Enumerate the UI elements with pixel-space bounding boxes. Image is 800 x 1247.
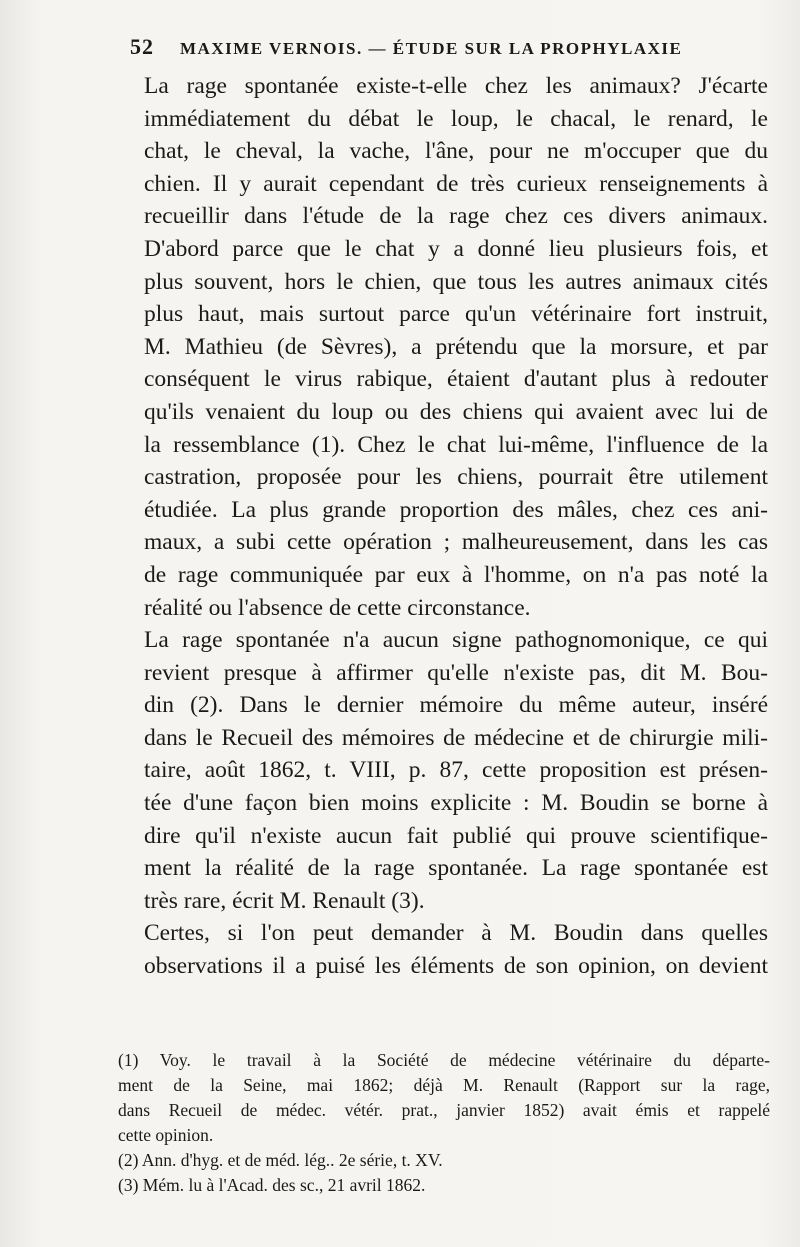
text-line: tée d'une façon bien moins explicite : M. Boudin se borne à (144, 790, 768, 817)
footnote-3 (118, 1173, 770, 1198)
text-line: dans le Recueil des mémoires de médecine et de chirurgie mili- (144, 724, 768, 751)
text-line: dire qu'il n'existe aucun fait publié qui prouve scientifique- (144, 822, 768, 849)
text-line: La rage spontanée n'a aucun signe pathognomonique, ce qui (144, 627, 768, 654)
footnote-line: cette opinion. (118, 1125, 214, 1145)
footnotes (118, 1048, 770, 1198)
text-line: la ressemblance (1). Chez le chat lui-même, l'influence de la (144, 431, 768, 458)
main-text (120, 70, 768, 983)
footnote-line: (1) Voy. le travail à la Société de médecine vétérinaire du départe- (118, 1050, 770, 1070)
text-line: étudiée. La plus grande proportion des mâles, chez ces ani- (144, 496, 768, 523)
text-line: castration, proposée pour les chiens, pourrait être utilement (144, 464, 768, 491)
text-line: chien. Il y aurait cependant de très curieux renseignements à (144, 170, 768, 197)
text-line: plus souvent, hors le chien, que tous les autres animaux cités (144, 268, 768, 295)
text-line: din (2). Dans le dernier mémoire du même auteur, inséré (144, 692, 768, 719)
text-line: immédiatement du débat le loup, le chacal, le renard, le (144, 105, 768, 132)
text-line: très rare, écrit M. Renault (3). (144, 887, 425, 914)
running-header (130, 34, 770, 60)
footnote-1 (118, 1048, 770, 1148)
text-line: plus haut, mais surtout parce qu'un vétérinaire fort instruit, (144, 301, 768, 328)
text-line: conséquent le virus rabique, étaient d'autant plus à redouter (144, 366, 768, 393)
paragraph-1 (120, 70, 768, 624)
text-line: maux, a subi cette opération ; malheureusement, dans les cas (144, 529, 768, 556)
text-line: revient presque à affirmer qu'elle n'existe pas, dit M. Bou- (144, 659, 768, 686)
text-line: La rage spontanée existe-t-elle chez les animaux? J'écarte (144, 73, 768, 99)
text-line: chat, le cheval, la vache, l'âne, pour ne m'occuper que du (144, 138, 768, 165)
paragraph-2 (120, 624, 768, 917)
text-line: M. Mathieu (de Sèvres), a prétendu que la morsure, et par (144, 333, 768, 360)
page-number: 52 (130, 34, 154, 59)
text-line: D'abord parce que le chat y a donné lieu plusieurs fois, et (144, 235, 768, 262)
paragraph-3 (120, 917, 768, 982)
text-line: réalité ou l'absence de cette circonstance. (144, 594, 531, 621)
text-line: recueillir dans l'étude de la rage chez ces divers animaux. (144, 203, 768, 230)
text-line: ment la réalité de la rage spontanée. La rage spontanée est (144, 855, 768, 882)
text-line: observations il a puisé les éléments de son opinion, on devient (144, 953, 768, 980)
text-line: qu'ils venaient du loup ou des chiens qui avaient avec lui de (144, 398, 768, 425)
footnote-line: (3) Mém. lu à l'Acad. des sc., 21 avril 1862. (118, 1175, 426, 1195)
text-line: de rage communiquée par eux à l'homme, on n'a pas noté la (144, 561, 768, 588)
running-title: MAXIME VERNOIS. — ÉTUDE SUR LA PROPHYLAXIE (180, 39, 683, 58)
text-line: Certes, si l'on peut demander à M. Boudin dans quelles (144, 920, 768, 947)
footnote-line: dans Recueil de médec. vétér. prat., janvier 1852) avait émis et rappelé (118, 1100, 770, 1120)
text-line: taire, août 1862, t. VIII, p. 87, cette proposition est présen- (144, 757, 768, 784)
footnote-line: (2) Ann. d'hyg. et de méd. lég.. 2e série, t. XV. (118, 1150, 443, 1170)
footnote-2 (118, 1148, 770, 1173)
footnote-line: ment de la Seine, mai 1862; déjà M. Renault (Rapport sur la rage, (118, 1075, 770, 1095)
